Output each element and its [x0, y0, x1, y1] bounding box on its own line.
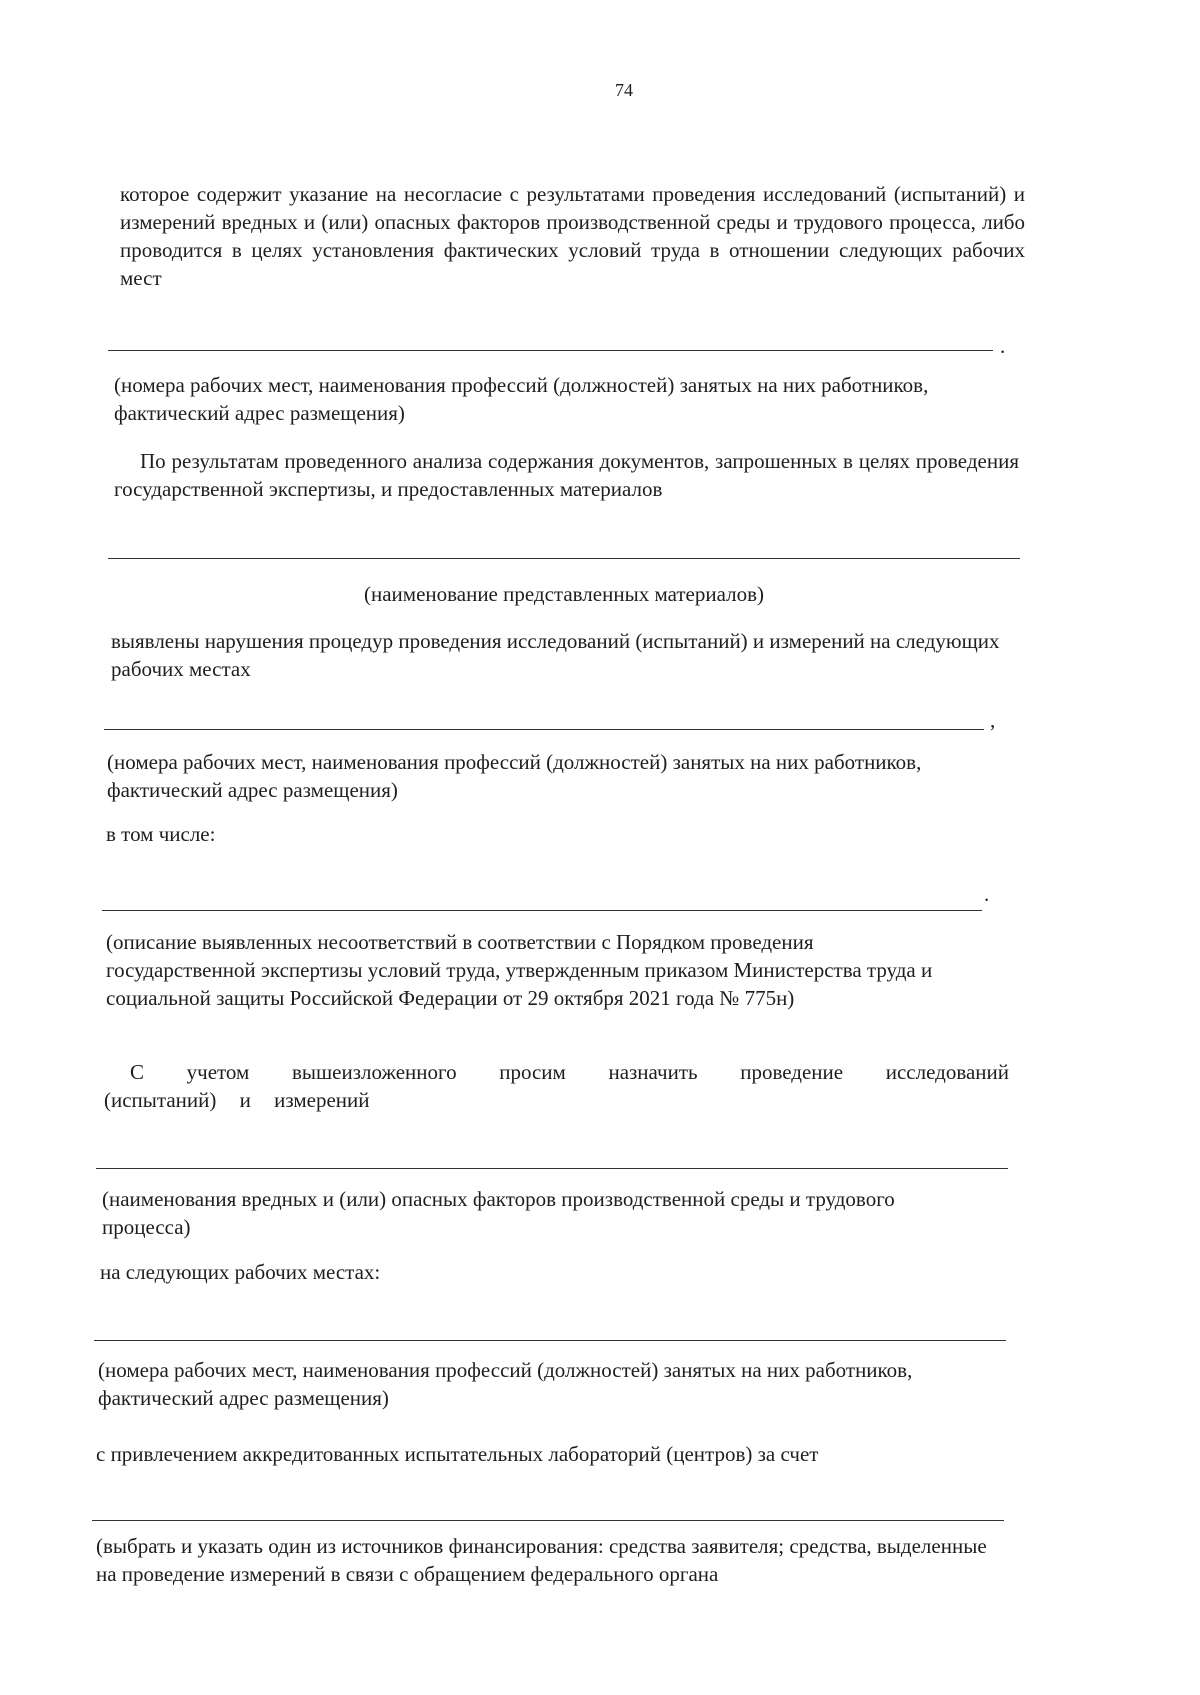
page-number: 74: [615, 80, 633, 100]
paragraph-laboratories: с привлечением аккредитованных испытательных лабораторий (центров) за счет: [96, 1442, 819, 1466]
paragraph-request: С учетом вышеизложенного просим назначить проведение исследований (испытаний) и измерений: [104, 1060, 1009, 1112]
period-mark: .: [1000, 334, 1006, 358]
caption-workplaces-3: (номера рабочих мест, наименования профессий (должностей) занятых на них работников, фактический адрес размещения): [98, 1358, 913, 1410]
paragraph-disagreement: которое содержит указание на несогласие с результатами проведения исследований (испытаний) и измерений вредных и (или) опасных факторов производственной среды и трудового процесса, либо проводится в целях установления фактических условий труда в отношении следующих рабочих мест: [120, 182, 1025, 290]
caption-description: (описание выявленных несоответствий в соответствии с Порядком проведения государственной экспертизы условий труда, утвержденным приказом Министерства труда и социальной защиты Российской Федерации от 29 октября 2021 года № 775н): [106, 930, 933, 1010]
fill-line-materials: [108, 558, 1020, 559]
caption-funding: (выбрать и указать один из источников финансирования: средства заявителя; средства, выделенные на проведение измерений в связи с обращением федерального органа: [96, 1534, 987, 1586]
fill-line-workplaces-1: [108, 350, 993, 351]
paragraph-on-workplaces: на следующих рабочих местах:: [100, 1260, 381, 1284]
caption-materials: (наименование представленных материалов): [363, 582, 764, 606]
caption-workplaces-1: (номера рабочих мест, наименования профессий (должностей) занятых на них работников, фактический адрес размещения): [114, 373, 929, 425]
fill-line-funding: [92, 1520, 1004, 1521]
period-mark: .: [984, 882, 990, 906]
comma-mark: ,: [990, 708, 996, 732]
caption-workplaces-2: (номера рабочих мест, наименования профессий (должностей) занятых на них работников, фактический адрес размещения): [107, 750, 922, 802]
fill-line-workplaces-3: [94, 1340, 1006, 1341]
paragraph-analysis-results: По результатам проведенного анализа содержания документов, запрошенных в целях проведения государственной экспертизы, и предоставленных материалов: [114, 449, 1019, 501]
paragraph-including: в том числе:: [106, 822, 216, 846]
fill-line-factors: [96, 1168, 1008, 1169]
paragraph-violations-found: выявлены нарушения процедур проведения исследований (испытаний) и измерений на следующих рабочих местах: [111, 629, 1000, 681]
fill-line-workplaces-2: [104, 729, 984, 730]
caption-factors: (наименования вредных и (или) опасных факторов производственной среды и трудового процесса): [102, 1187, 895, 1239]
fill-line-description: [102, 910, 982, 911]
